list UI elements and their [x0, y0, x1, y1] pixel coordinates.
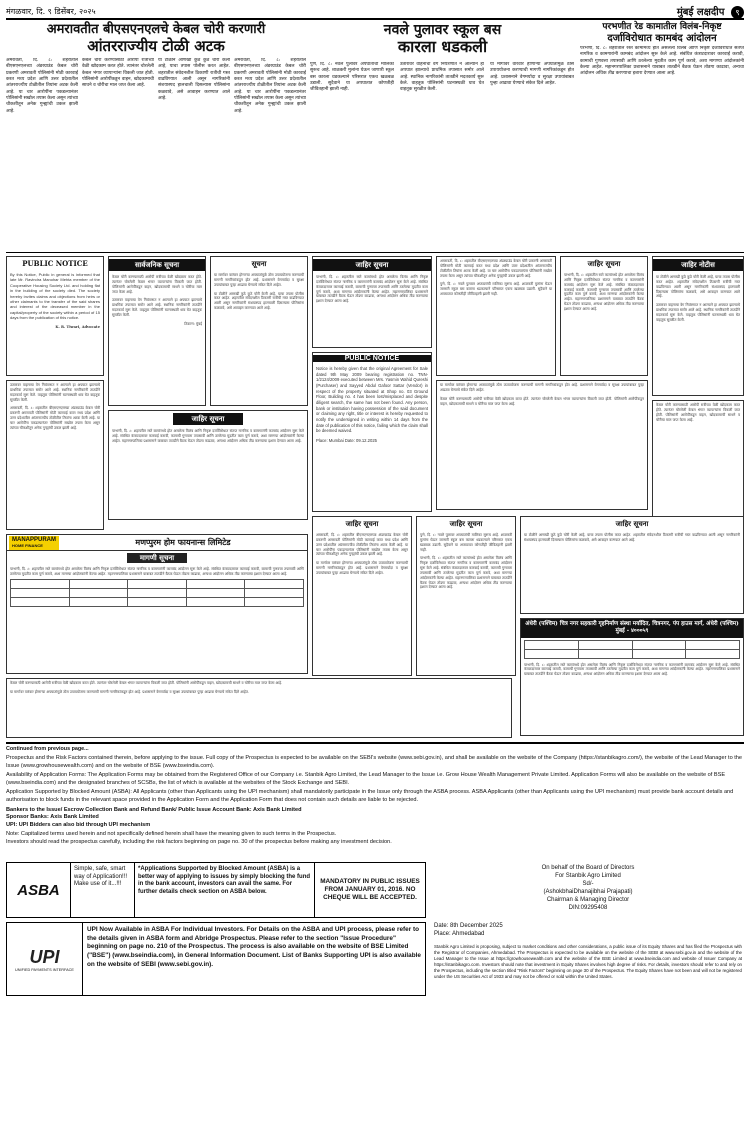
notice-left-2-body-2: अमरावती, दि. ८: शहरातील बीएसएनएलच्या अंडरग्राउंड केबल चोरी प्रकरणी अमरावती पोलिसांनी मोठी कारवाई करत मध्य प्रदेश आणि उत्तर प्रदेशातील आंतरराज्यीय टोळीतील तिघांना अटक केली आहे. या चार आरोपींना पकडल्यानंतर पोलिसांनी सखोल तपास केला असून त्यांच्या चौकशीतून अनेक गुन्ह्यांची उकल झाली आहे. [10, 406, 100, 430]
asba-tagline: Simple, safe, smart way of Application!!! Make use of it...!!! [71, 863, 135, 917]
notice-left-2 [6, 380, 104, 530]
jahir-suchana-lower-2-body-2: परभणी, दि. ८: शहरातील रस्ते कामांमध्ये होत असलेला विलंब आणि निकृष्ट दर्जाविरोधात संतप्त नागरिक व कामगारांनी कामबंद आंदोलन सुरू केले आहे. संबंधित कंत्राटदारावर कारवाई करावी, कामाची गुणवत्ता तपासावी आणि ठरलेल्या मुदतीत काम पूर्ण करावे, अशा मागण्या आंदोलकांनी केल्या आहेत. महानगरपालिका प्रशासनाने याबाबत तातडीने बैठक घेऊन तोडगा काढावा, अन्यथा आंदोलन अधिक तीव्र करण्याचा इशारा देण्यात आला आहे. [420, 556, 512, 590]
jahir-suchana-lower-1-title: जाहिर सूचना [345, 519, 379, 528]
lead-headline-1: अमरावतीत बीएसएनएलचे केबल चोरी करणारी [46, 22, 266, 37]
public-notice-left-signature: K. R. Tiwari, Advocate [55, 324, 100, 329]
asba-mandatory: MANDATORY IN PUBLIC ISSUES FROM JANUARY 01, 2016. NO CHEQUE WILL BE ACCEPTED. [320, 877, 420, 902]
masthead [6, 4, 744, 20]
suchana-body-2: या टोळीने आणखी कुठे कुठे चोरी केली आहे, याचा तपास पोलीस करत आहेत. शहरातील संवेदनशील ठिकाणी रात्रीची गस्त वाढविण्यात आली असून नागरिकांनी संशयास्पद हालचाली दिसल्यास पोलिसांना कळवावे, असे आवाहन करण्यात आले आहे. [214, 291, 304, 311]
school-headline-2: कारला धडकली [397, 37, 488, 57]
paper-title: मुंबई लक्षदीप [676, 6, 725, 18]
ipo-line-2: Availability of Application Forms: The Application Forms may be obtained from the Registered Office of our Company i.e. Stanbik Agro Limited, the Lead Manager to the Issue i.e. Grow House Wealth Management Private Limited. Application Forms will also be available on the website of BSE (www.bseindia.com) and the designated branches of SCSBs, the list of which is available at the websites of the Stock Exchange and SEBI. [6, 772, 726, 786]
asba-block [6, 862, 426, 918]
protest-body: परभणी, दि. ८: शहरातील रस्ते कामांमध्ये होत असलेला विलंब आणि निकृष्ट दर्जाविरोधात संतप्त नागरिक व कामगारांनी कामबंद आंदोलन सुरू केले आहे. संबंधित कंत्राटदारावर कारवाई करावी, कामाची गुणवत्ता तपासावी आणि ठरलेल्या मुदतीत काम पूर्ण करावे, अशा मागण्या आंदोलकांनी केल्या आहेत. महानगरपालिका प्रशासनाने याबाबत तातडीने बैठक घेऊन तोडगा काढावा, अन्यथा आंदोलन अधिक तीव्र करण्याचा इशारा देण्यात आला आहे. [580, 46, 744, 77]
ipo-date-place [434, 922, 554, 938]
manappuram-brand-sub: HOME FINANCE [12, 542, 43, 548]
upi-logo-sub: UNIFIED PAYMENTS INTERFACE [15, 967, 74, 972]
manappuram-subtitle: मागणी सूचना [127, 553, 187, 563]
school-col-1: पुणे, दि. ८: नवले पुलावर अपघातांची मालिका सुरूच आहे. शाळकरी मुलांना घेऊन जाणारी स्कूल बस कारला धडकल्याने परिसरात एकच खळबळ उडाली. सुदैवाने या अपघातात कोणतीही जीवितहानी झाली नाही. [310, 62, 394, 93]
ipo-disclaimer: Stanbik Agro Limited is proposing, subject to market conditions and other considerations, a public issue of its Equity Shares and has filed the Prospectus with the Registrar of Companies, Ahmedabad. The Prospectus is expected to be available on the website of the SEBI at www.sebi.gov.in and the website of the Lead Manager to the Issue at https://growhousewealth.com and the website of the BSE Limited at www.bseindia.com and website of Issuer Company at https://stanbikagro.com. Investors should note that investment in Equity Shares involves high degree of risks. For details, investors should refer to and rely on the Prospectus, including the section titled "Risk Factors" beginning on page 30 of the Prospectus. The Equity Shares have not been and will not be registered under the US Securities Act of 1933 and may not be offered or sold within the United States. [434, 944, 742, 979]
ipo-line-3: Application Supported by Blocked Amount (ASBA): All Applicants (other than Applicants using the UPI mechanism) shall mandatorily participate in the Issue only through the ASBA process. ASBA Applicants (other than Applicants using the UPI mechanism) must provide bank account details and authorisation to block funds in the relevant space provided in the Application Form and the Application Form that does not contain such details are liable to be rejected. [6, 789, 734, 804]
ipo-line-4: Bankers to the Issue/ Escrow Collection Bank and Refund Bank/ Public Issue Account Bank: Axis Bank Limited [6, 806, 302, 813]
notice-box-mid-body-2: पुणे, दि. ८: नवले पुलावर अपघातांची मालिका सुरूच आहे. शाळकरी मुलांना घेऊन जाणारी स्कूल बस कारला धडकल्याने परिसरात एकच खळबळ उडाली. सुदैवाने या अपघातात कोणतीही जीवितहानी झाली नाही. [440, 282, 552, 297]
page-number: ९ [731, 6, 744, 19]
manappuram-logo [9, 536, 59, 550]
school-headline-1: नवले पुलावर स्कूल बस [383, 22, 502, 38]
upi-logo: UPI [29, 946, 60, 967]
sarvajanik-suchana-body-2: उतारावर वाहनाचा वेग नियंत्रणात न आल्याने हा अपघात झाल्याचे प्राथमिक तपासात समोर आले आहे. स्थानिक नागरिकांनी तातडीने मदतकार्य सुरू केले. वाहतूक पोलिसांनी घटनास्थळी धाव घेत वाहतूक सुरळीत केली. [112, 298, 202, 317]
jahir-notice-right [652, 256, 744, 396]
public-notice-center-body: Notice is hereby given that the original Agreement for Sale dated 9th May 2009 bearing registration no. TNN-1/2124/2009 executed between Mrs. Yasmin Wahid Qureshi (Purchaser) and Sayyed Abdul Gafoor Sattar (Vendor) in respect of the property situated at Shop no. 03 Ground Floor, Building no. 4 has been lost/misplaced and despite diligent search, the same has not been found. Any person, bank or institution having possession of the said document or claiming any right, title or interest is hereby requested to notify the undersigned in writing within 14 days from the date of publication of this notice, failing which the claim shall be deemed waived. [316, 366, 428, 434]
paper-name [677, 4, 744, 19]
ipo-line-8: Investors should read the prospectus carefully, including the risk factors beginning on page no. 30 of the prospectus before making any investment decision. [6, 838, 392, 845]
manappuram-notice [6, 534, 308, 674]
asba-logo: ASBA [17, 881, 60, 899]
ipo-line-1: Prospectus and the Risk Factors contained therein, before applying to the issue. Full copy of the Prospectus is expected to be available on the SEBI's website (www.sebi.gov.in), and shall be available on the website of the Company (https://stanbikagro.com/), the website of the Lead Manager to the Issue (www.growhousewealth.com) and on the website of BSE (www.bseindia.com). [6, 755, 743, 769]
ipo-line-6: UPI: UPI Bidders can also bid through UPI mechanism [6, 821, 151, 828]
notice-mid-2 [436, 380, 648, 510]
manappuram-body: परभणी, दि. ८: शहरातील रस्ते कामांमध्ये होत असलेला विलंब आणि निकृष्ट दर्जाविरोधात संतप्त नागरिक व कामगारांनी कामबंद आंदोलन सुरू केले आहे. संबंधित कंत्राटदारावर कारवाई करावी, कामाची गुणवत्ता तपासावी आणि ठरलेल्या मुदतीत काम पूर्ण करावे, अशा मागण्या आंदोलकांनी केल्या आहेत. महानगरपालिका प्रशासनाने याबाबत तातडीने बैठक घेऊन तोडगा काढावा, अन्यथा आंदोलन अधिक तीव्र करण्याचा इशारा देण्यात आला आहे. [10, 567, 304, 576]
jahir-suchana-lower-2-title: जाहिर सूचना [449, 519, 483, 528]
lead-headline-2: आंतरराज्यीय टोळी अटक [87, 37, 225, 56]
notice-box-mid-body: अमरावती, दि. ८: शहरातील बीएसएनएलच्या अंडरग्राउंड केबल चोरी प्रकरणी अमरावती पोलिसांनी मोठी कारवाई करत मध्य प्रदेश आणि उत्तर प्रदेशातील आंतरराज्यीय टोळीतील तिघांना अटक केली आहे. या चार आरोपींना पकडल्यानंतर पोलिसांनी सखोल तपास केला असून त्यांच्या चौकशीतून अनेक गुन्ह्यांची उकल झाली आहे. [440, 259, 552, 278]
lead-col-1: अमरावती, दि. ८: शहरातील बीएसएनएलच्या अंडरग्राउंड केबल चोरी प्रकरणी अमरावती पोलिसांनी मोठी कारवाई करत मध्य प्रदेश आणि उत्तर प्रदेशातील आंतरराज्यीय टोळीतील तिघांना अटक केली आहे. या चार आरोपींना पकडल्यानंतर पोलिसांनी सखोल तपास केला असून त्यांच्या चौकशीतून अनेक गुन्ह्यांची उकल झाली आहे. [6, 58, 78, 114]
manappuram-header [7, 535, 307, 551]
jahir-suchana-center-body: परभणी, दि. ८: शहरातील रस्ते कामांमध्ये होत असलेला विलंब आणि निकृष्ट दर्जाविरोधात संतप्त नागरिक व कामगारांनी कामबंद आंदोलन सुरू केले आहे. संबंधित कंत्राटदारावर कारवाई करावी, कामाची गुणवत्ता तपासावी आणि ठरलेल्या मुदतीत काम पूर्ण करावे, अशा मागण्या आंदोलकांनी केल्या आहेत. महानगरपालिका प्रशासनाने याबाबत तातडीने बैठक घेऊन तोडगा काढावा, अन्यथा आंदोलन अधिक तीव्र करण्याचा इशारा देण्यात आला आहे. [316, 275, 428, 304]
manappuram-brand: MANAPPURAM [12, 536, 56, 543]
asba-description: *Applications Supported by Blocked Amount (ASBA) is a better way of applying to issues by simply blocking the fund in the bank account, investors can avail the same. For further details check section on ASBA below. [135, 863, 315, 917]
upi-logo-wrap [7, 923, 83, 995]
society-table-wrap [521, 638, 743, 661]
protest-headline-1: परभणीत रेड कामातील विलंब-निकृष्ट [602, 22, 722, 32]
jahir-suchana-lower-right-body: या टोळीने आणखी कुठे कुठे चोरी केली आहे, याचा तपास पोलीस करत आहेत. शहरातील संवेदनशील ठिकाणी रात्रीची गस्त वाढविण्यात आली असून नागरिकांनी संशयास्पद हालचाली दिसल्यास पोलिसांना कळवावे, असे आवाहन करण्यात आले आहे. [524, 533, 740, 542]
suchana-title: सूचना [251, 259, 267, 268]
suchana-body: या मार्गावर वारंवार होणाऱ्या अपघातांमुळे ठोस उपाययोजना करण्याची मागणी नागरिकांकडून होत आहे. प्रशासनाने वेगमर्यादा व सुरक्षा उपायांबाबत पुन्हा आढावा घेण्याचे संकेत दिले आहेत. [214, 273, 304, 287]
sarvajanik-suchana-signature: ठिकाण: मुंबई [184, 321, 202, 326]
sarvajanik-suchana-title: सार्वजनिक सूचना [109, 259, 205, 271]
lead-col-3: या टोळीने आणखी कुठे कुठे चोरी केली आहे, याचा तपास पोलीस करत आहेत. शहरातील संवेदनशील ठिकाणी रात्रीची गस्त वाढविण्यात आली असून नागरिकांनी संशयास्पद हालचाली दिसल्यास पोलिसांना कळवावे, असे आवाहन करण्यात आले आहे. [158, 58, 230, 101]
misc-notice-strip [6, 678, 512, 738]
school-col-2: उतारावर वाहनाचा वेग नियंत्रणात न आल्याने हा अपघात झाल्याचे प्राथमिक तपासात समोर आले आहे. स्थानिक नागरिकांनी तातडीने मदतकार्य सुरू केले. वाहतूक पोलिसांनी घटनास्थळी धाव घेत वाहतूक सुरळीत केली. [400, 62, 484, 93]
ipo-sd: Sd/- [582, 881, 594, 888]
protest-headline-2: दर्जाविरोधात कामबंद आंदोलन [607, 32, 717, 44]
jahir-suchana-left-2-body: परभणी, दि. ८: शहरातील रस्ते कामांमध्ये होत असलेला विलंब आणि निकृष्ट दर्जाविरोधात संतप्त नागरिक व कामगारांनी कामबंद आंदोलन सुरू केले आहे. संबंधित कंत्राटदारावर कारवाई करावी, कामाची गुणवत्ता तपासावी आणि ठरलेल्या मुदतीत काम पूर्ण करावे, अशा मागण्या आंदोलकांनी केल्या आहेत. महानगरपालिका प्रशासनाने याबाबत तातडीने बैठक घेऊन तोडगा काढावा, अन्यथा आंदोलन अधिक तीव्र करण्याचा इशारा देण्यात आला आहे. [112, 429, 304, 443]
ipo-line-5: Sponsor Banks: Axis Bank Limited [6, 814, 99, 821]
issue-date: मंगळवार, दि. ९ डिसेंबर, २०२५ [6, 6, 96, 16]
ipo-place: Place: Ahmedabad [434, 931, 485, 938]
jahir-suchana-left-2-title: जाहिर सूचना [173, 413, 243, 425]
public-notice-center-title: PUBLIC NOTICE [313, 355, 431, 362]
ipo-signature [434, 864, 742, 913]
public-notice-left-body: By this Notice, Public in general is informed that late Mr. Ravindra Manohar Mehta member of the Cooperative Housing Society Ltd. and holding flat in the building of the society died. The society hereby invites claims and objections from heirs or other claimants to the transfer of the said shares and interest of the deceased member in the capital/property of the society within a period of 15 days from the publication of this notice. [10, 272, 100, 321]
jahir-suchana-lower-2-body: पुणे, दि. ८: नवले पुलावर अपघातांची मालिका सुरूच आहे. शाळकरी मुलांना घेऊन जाणारी स्कूल बस कारला धडकल्याने परिसरात एकच खळबळ उडाली. सुदैवाने या अपघातात कोणतीही जीवितहानी झाली नाही. [420, 533, 512, 552]
society-notice-title: अंधेरी (पश्चिम) चित्र नगर सहकारी गृहनिर्माण संस्था मर्यादित, चित्रनगर, पंप हाउस मार्ग, अंधेरी (पश्चिम) मुंबई - ४०००५९ [521, 619, 743, 638]
jahir-suchana-lower-right-title: जाहिर सूचना [615, 519, 649, 528]
jahir-suchana-right-top [560, 256, 648, 376]
misc-notice-strip-body-2: या मार्गावर वारंवार होणाऱ्या अपघातांमुळे ठोस उपाययोजना करण्याची मागणी नागरिकांकडून होत आहे. प्रशासनाने वेगमर्यादा व सुरक्षा उपायांबाबत पुन्हा आढावा घेण्याचे संकेत दिले आहेत. [10, 689, 250, 694]
ipo-designation: Chairman & Managing Director [546, 897, 630, 904]
school-col-3: या मार्गावर वारंवार होणाऱ्या अपघातांमुळे ठोस उपाययोजना करण्याची मागणी नागरिकांकडून होत आहे. प्रशासनाने वेगमर्यादा व सुरक्षा उपायांबाबत पुन्हा आढावा घेण्याचे संकेत दिले आहेत. [490, 62, 574, 86]
ipo-company: For Stanbik Agro Limited [555, 873, 621, 880]
society-table [524, 640, 740, 659]
jahir-suchana-center-box [312, 256, 432, 348]
suchana-box [210, 256, 308, 406]
manappuram-table-wrap [7, 579, 307, 607]
ipo-date: Date: 8th December 2025 [434, 923, 503, 929]
public-notice-left-title: PUBLIC NOTICE [22, 259, 88, 268]
notice-box-mid [436, 256, 556, 376]
ipo-din: DIN:09295408 [568, 905, 608, 912]
jahir-suchana-center-title: जाहिर सूचना [313, 259, 431, 271]
notice-left-2-body: उतारावर वाहनाचा वेग नियंत्रणात न आल्याने हा अपघात झाल्याचे प्राथमिक तपासात समोर आले आहे. स्थानिक नागरिकांनी तातडीने मदतकार्य सुरू केले. वाहतूक पोलिसांनी घटनास्थळी धाव घेत वाहतूक सुरळीत केली. [10, 383, 100, 402]
manappuram-title: मणप्पुरम होम फायनान्स लिमिटेड [135, 537, 231, 547]
jahir-suchana-right-top-title: जाहिर सूचना [587, 259, 621, 268]
upi-block [6, 922, 426, 996]
jahir-suchana-lower-1-body: अमरावती, दि. ८: शहरातील बीएसएनएलच्या अंडरग्राउंड केबल चोरी प्रकरणी अमरावती पोलिसांनी मोठी कारवाई करत मध्य प्रदेश आणि उत्तर प्रदेशातील आंतरराज्यीय टोळीतील तिघांना अटक केली आहे. या चार आरोपींना पकडल्यानंतर पोलिसांनी सखोल तपास केला असून त्यांच्या चौकशीतून अनेक गुन्ह्यांची उकल झाली आहे. [316, 533, 408, 557]
sarvajanik-suchana-box [108, 256, 206, 406]
jahir-suchana-right-top-body: परभणी, दि. ८: शहरातील रस्ते कामांमध्ये होत असलेला विलंब आणि निकृष्ट दर्जाविरोधात संतप्त नागरिक व कामगारांनी कामबंद आंदोलन सुरू केले आहे. संबंधित कंत्राटदारावर कारवाई करावी, कामाची गुणवत्ता तपासावी आणि ठरलेल्या मुदतीत काम पूर्ण करावे, अशा मागण्या आंदोलकांनी केल्या आहेत. महानगरपालिका प्रशासनाने याबाबत तातडीने बैठक घेऊन तोडगा काढावा, अन्यथा आंदोलन अधिक तीव्र करण्याचा इशारा देण्यात आला आहे. [564, 273, 644, 311]
section-rule [6, 252, 744, 253]
ipo-line-7: Note: Capitalized terms used herein and not specifically defined herein shall have the meaning given to such terms in the Prospectus. [6, 831, 337, 838]
lead-story [6, 23, 306, 55]
sarvajanik-suchana-body: केबल चोरी करण्यासाठी आरोपी रात्रीच्या वेळी खोदकाम करत होते. त्यानंतर चोरलेली केबल भंगार व्यापाऱ्यांना विकली जात होती. पोलिसांनी आरोपींकडून वाहन, खोदकामाची साधने व चोरीचा माल जप्त केला आहे. [112, 275, 202, 294]
jahir-suchana-lower-1 [312, 516, 412, 676]
ipo-advertisement [6, 742, 744, 1144]
lead-col-4: अमरावती, दि. ८: शहरातील बीएसएनएलच्या अंडरग्राउंड केबल चोरी प्रकरणी अमरावती पोलिसांनी मोठी कारवाई करत मध्य प्रदेश आणि उत्तर प्रदेशातील आंतरराज्यीय टोळीतील तिघांना अटक केली आहे. या चार आरोपींना पकडल्यानंतर पोलिसांनी सखोल तपास केला असून त्यांच्या चौकशीतून अनेक गुन्ह्यांची उकल झाली आहे. [234, 58, 306, 114]
jahir-notice-right-body-2: उतारावर वाहनाचा वेग नियंत्रणात न आल्याने हा अपघात झाल्याचे प्राथमिक तपासात समोर आले आहे. स्थानिक नागरिकांनी तातडीने मदतकार्य सुरू केले. वाहतूक पोलिसांनी घटनास्थळी धाव घेत वाहतूक सुरळीत केली. [656, 303, 740, 322]
notice-right-2-body: केबल चोरी करण्यासाठी आरोपी रात्रीच्या वेळी खोदकाम करत होते. त्यानंतर चोरलेली केबल भंगार व्यापाऱ्यांना विकली जात होती. पोलिसांनी आरोपींकडून वाहन, खोदकामाची साधने व चोरीचा माल जप्त केला आहे. [656, 403, 740, 422]
ipo-on-behalf: On behalf of the Board of Directors [541, 865, 635, 871]
society-notice [520, 618, 744, 736]
society-notice-body: परभणी, दि. ८: शहरातील रस्ते कामांमध्ये होत असलेला विलंब आणि निकृष्ट दर्जाविरोधात संतप्त नागरिक व कामगारांनी कामबंद आंदोलन सुरू केले आहे. संबंधित कंत्राटदारावर कारवाई करावी, कामाची गुणवत्ता तपासावी आणि ठरलेल्या मुदतीत काम पूर्ण करावे, अशा मागण्या आंदोलकांनी केल्या आहेत. महानगरपालिका प्रशासनाने याबाबत तातडीने बैठक घेऊन तोडगा काढावा, अन्यथा आंदोलन अधिक तीव्र करण्याचा इशारा देण्यात आला आहे. [524, 662, 740, 677]
notice-mid-2-body: या मार्गावर वारंवार होणाऱ्या अपघातांमुळे ठोस उपाययोजना करण्याची मागणी नागरिकांकडून होत आहे. प्रशासनाने वेगमर्यादा व सुरक्षा उपायांबाबत पुन्हा आढावा घेण्याचे संकेत दिले आहेत. [440, 383, 644, 392]
jahir-notice-right-body: या टोळीने आणखी कुठे कुठे चोरी केली आहे, याचा तपास पोलीस करत आहेत. शहरातील संवेदनशील ठिकाणी रात्रीची गस्त वाढविण्यात आली असून नागरिकांनी संशयास्पद हालचाली दिसल्यास पोलिसांना कळवावे, असे आवाहन करण्यात आले आहे. [656, 275, 740, 299]
jahir-suchana-lower-right [520, 516, 744, 614]
misc-notice-strip-body: केबल चोरी करण्यासाठी आरोपी रात्रीच्या वेळी खोदकाम करत होते. त्यानंतर चोरलेली केबल भंगार व्यापाऱ्यांना विकली जात होती. पोलिसांनी आरोपींकडून वाहन, खोदकामाची साधने व चोरीचा माल जप्त केला आहे. [10, 681, 283, 685]
jahir-suchana-lower-2 [416, 516, 516, 676]
protest-story [580, 23, 744, 44]
notice-right-2 [652, 400, 744, 520]
public-notice-center-signature: Place: Mumbai Date: 09.12.2025 [316, 438, 377, 444]
jahir-suchana-lower-1-body-2: या मार्गावर वारंवार होणाऱ्या अपघातांमुळे ठोस उपाययोजना करण्याची मागणी नागरिकांकडून होत आहे. प्रशासनाने वेगमर्यादा व सुरक्षा उपायांबाबत पुन्हा आढावा घेण्याचे संकेत दिले आहेत. [316, 561, 408, 575]
lead-col-2: केबल चोरी करण्यासाठी आरोपी रात्रीच्या वेळी खोदकाम करत होते. त्यानंतर चोरलेली केबल भंगार व्यापाऱ्यांना विकली जात होती. पोलिसांनी आरोपींकडून वाहन, खोदकामाची साधने व चोरीचा माल जप्त केला आहे. [82, 58, 154, 89]
manappuram-table [10, 579, 304, 607]
upi-description: UPI Now Available in ASBA For Individual Investors. For Details on the ASBA and UPI process, please refer to the details given in ASBA form and Abridge Prospectus. Please refer to the section "Issue Procedure" beginning on page no. 210 of the Prospectus. The process is also available on the website of BSE Limited ("BSE") (www.bseindia.com), in General Information Document. List of Banks Supporting UPI is also available on the website of SEBI (www.sebi.gov.in). [87, 926, 421, 968]
asba-logo-wrap [7, 863, 71, 917]
notice-mid-2-body-2: केबल चोरी करण्यासाठी आरोपी रात्रीच्या वेळी खोदकाम करत होते. त्यानंतर चोरलेली केबल भंगार व्यापाऱ्यांना विकली जात होती. पोलिसांनी आरोपींकडून वाहन, खोदकामाची साधने व चोरीचा माल जप्त केला आहे. [440, 396, 644, 406]
ipo-continued: Continued from previous page... [6, 746, 89, 752]
ipo-signatory: (AshokbhaiDhanajibhai Prajapati) [543, 889, 633, 896]
school-story [310, 23, 575, 56]
jahir-suchana-left-2 [108, 410, 308, 520]
jahir-notice-right-title: जाहिर नोटीस [653, 259, 743, 271]
public-notice-left [6, 256, 104, 376]
public-notice-center-box [312, 352, 432, 512]
